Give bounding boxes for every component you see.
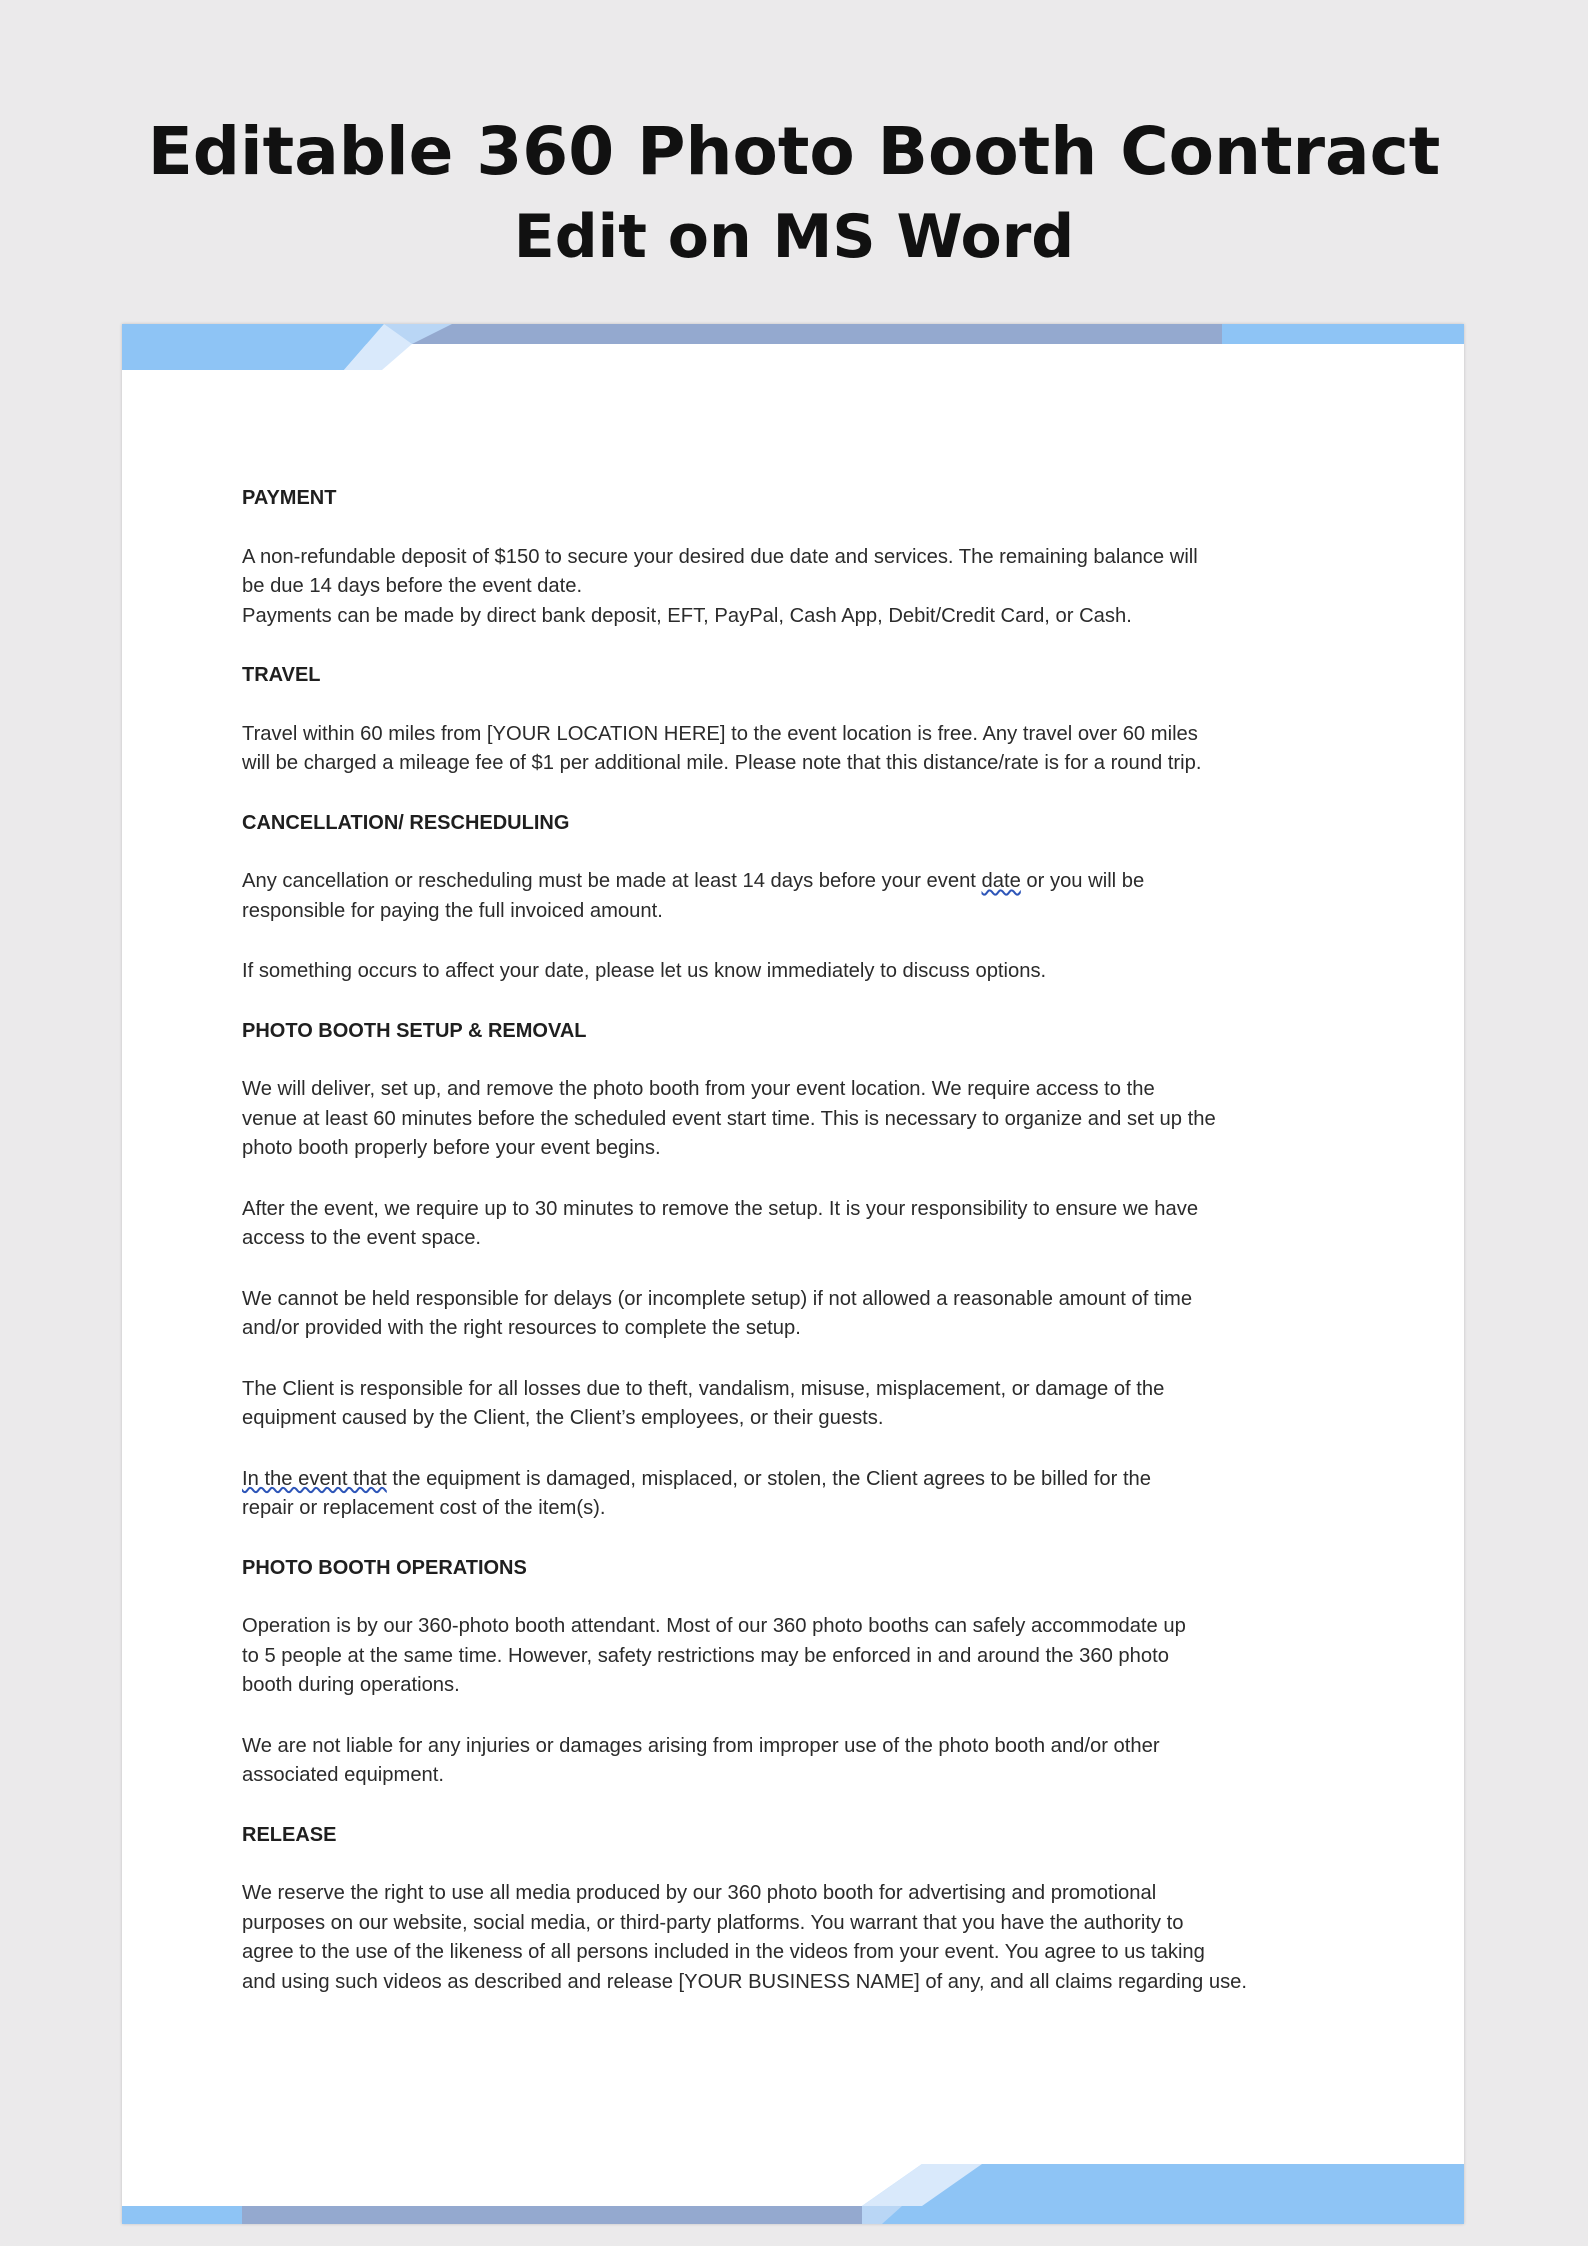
paragraph-travel: [242, 720, 1352, 779]
text-line: and using such videos as described and release [YOUR BUSINESS NAME] of any, and all claims regarding use.: [242, 1970, 1248, 1993]
section-title-travel: TRAVEL: [242, 664, 321, 686]
paragraph-setup-2: [242, 1195, 1352, 1254]
paragraph-operations-1: [242, 1612, 1352, 1701]
text-line: If something occurs to affect your date, please let us know immediately to discuss options.: [242, 960, 1047, 982]
document-page: [122, 324, 1464, 2224]
bottom-decorative-band: [122, 2164, 1464, 2224]
paragraph-cancellation-1: [242, 867, 1352, 926]
paragraph-setup-3: [242, 1285, 1352, 1344]
text-line: We reserve the right to use all media produced by our 360 photo booth for advertising and promotional: [242, 1882, 1157, 1904]
paragraph-setup-1: [242, 1075, 1352, 1164]
paragraph-setup-4: [242, 1375, 1352, 1434]
paragraph-payment: [242, 543, 1352, 632]
section-title-payment: PAYMENT: [242, 487, 337, 509]
text-line: A non-refundable deposit of $150 to secure your desired due date and services. The remaining balance will: [242, 545, 1198, 568]
page-title: Editable 360 Photo Booth Contract: [147, 113, 1441, 190]
top-decorative-band: [122, 324, 1464, 370]
contract-body: [242, 484, 1352, 2028]
text-line: After the event, we require up to 30 minutes to remove the setup. It is your responsibility to ensure we have: [242, 1197, 1199, 1220]
text-line: associated equipment.: [242, 1764, 445, 1786]
text-line: booth during operations.: [242, 1674, 460, 1696]
paragraph-cancellation-2: [242, 957, 1352, 987]
text-line: to 5 people at the same time. However, safety restrictions may be enforced in and around the 360 photo: [242, 1644, 1169, 1667]
text-line: responsible for paying the full invoiced amount.: [242, 899, 663, 922]
text-line: will be charged a mileage fee of $1 per additional mile. Please note that this distance/rate is for a round trip.: [242, 752, 1202, 774]
text-segment: the equipment is damaged, misplaced, or stolen, the Client agrees to be billed for the: [386, 1467, 1152, 1490]
text-line: We are not liable for any injuries or damages arising from improper use of the photo booth and/or other: [242, 1734, 1160, 1757]
text-line: access to the event space.: [242, 1227, 482, 1249]
text-line: Payments can be made by direct bank deposit, EFT, PayPal, Cash App, Debit/Credit Card, or Cash.: [242, 604, 1132, 627]
text-line: Operation is by our 360-photo booth attendant. Most of our 360 photo booths can safely accommodate up: [242, 1615, 1186, 1637]
text-line: We cannot be held responsible for delays (or incomplete setup) if not allowed a reasonable amount of time: [242, 1287, 1193, 1310]
paragraph-operations-2: [242, 1732, 1352, 1791]
text-line: agree to the use of the likeness of all persons included in the videos from your event. You agree to us taking: [242, 1941, 1205, 1963]
text-line: The Client is responsible for all losses due to theft, vandalism, misuse, misplacement, or damage of the: [242, 1377, 1165, 1400]
flagged-word: date: [981, 870, 1021, 892]
text-line: photo booth properly before your event begins.: [242, 1137, 661, 1159]
text-line: venue at least 60 minutes before the scheduled event start time. This is necessary to organize and set up the: [242, 1107, 1216, 1130]
text-line: We will deliver, set up, and remove the photo booth from your event location. We require access to the: [242, 1078, 1155, 1100]
section-title-release: RELEASE: [242, 1823, 337, 1846]
text-line: [242, 867, 1352, 897]
text-line: purposes on our website, social media, or third-party platforms. You warrant that you have the authority to: [242, 1911, 1184, 1934]
section-title-setup: PHOTO BOOTH SETUP & REMOVAL: [242, 1019, 587, 1042]
text-line: equipment caused by the Client, the Client’s employees, or their guests.: [242, 1407, 884, 1429]
text-line: Travel within 60 miles from [YOUR LOCATION HERE] to the event location is free. Any travel over 60 miles: [242, 722, 1198, 745]
section-title-operations: PHOTO BOOTH OPERATIONS: [242, 1556, 527, 1579]
text-segment: or you will be: [1020, 870, 1145, 892]
paragraph-setup-5: [242, 1465, 1352, 1524]
text-line: and/or provided with the right resources to complete the setup.: [242, 1317, 801, 1339]
text-line: repair or replacement cost of the item(s).: [242, 1497, 606, 1519]
page-subtitle: Edit on MS Word: [513, 202, 1075, 272]
text-line: be due 14 days before the event date.: [242, 575, 583, 597]
flagged-phrase: In the event that: [242, 1467, 387, 1490]
text-segment: Any cancellation or rescheduling must be made at least 14 days before your event: [242, 870, 982, 892]
paragraph-release: [242, 1879, 1352, 1997]
text-line: [242, 1465, 1352, 1495]
section-title-cancellation: CANCELLATION/ RESCHEDULING: [242, 811, 570, 834]
